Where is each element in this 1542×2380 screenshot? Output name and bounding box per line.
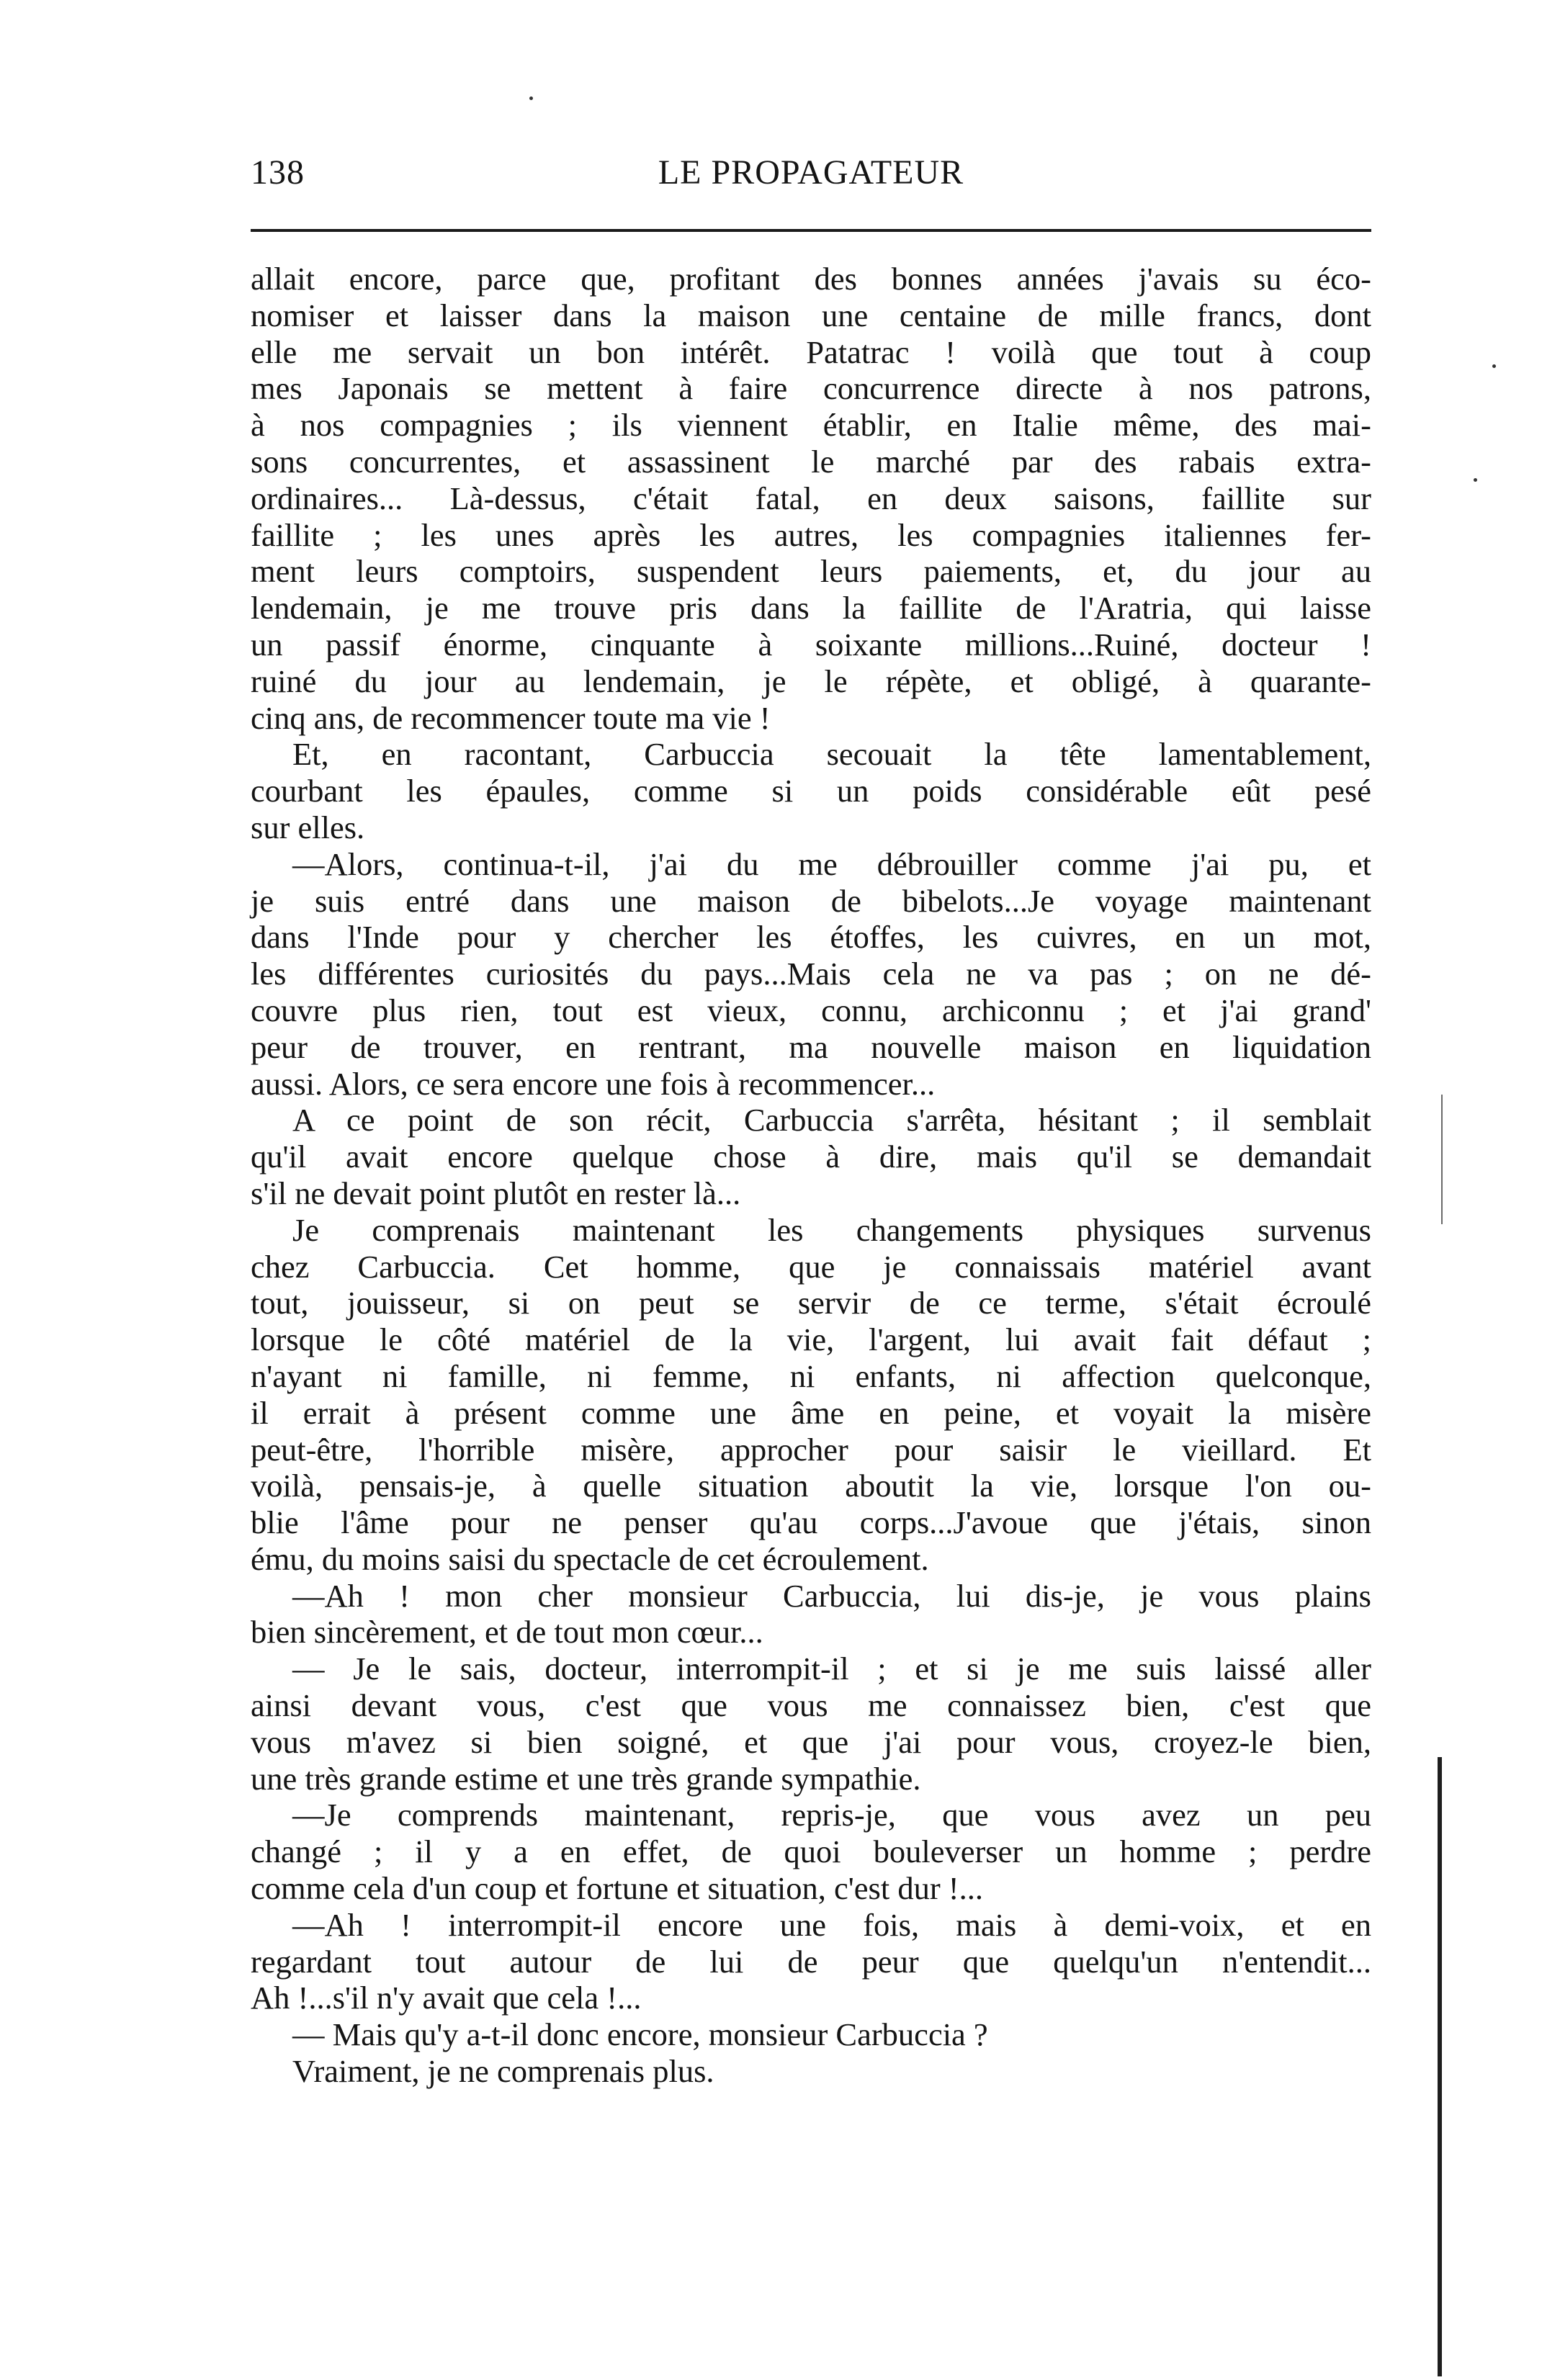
text-line: A ce point de son récit, Carbuccia s'arrêta, hésitant ; il semblait	[292, 1102, 1371, 1139]
text-line: Vraiment, je ne comprenais plus.	[292, 2053, 714, 2090]
text-line: ment leurs comptoirs, suspendent leurs paiements, et, du jour au	[251, 553, 1371, 590]
text-line: comme cela d'un coup et fortune et situation, c'est dur !...	[251, 1870, 983, 1907]
text-line: ruiné du jour au lendemain, je le répète, et obligé, à quarante-	[251, 663, 1371, 699]
margin-scan-edge	[1438, 1757, 1442, 2376]
margin-scan-mark	[1441, 1095, 1443, 1224]
text-line: courbant les épaules, comme si un poids considérable eût pesé	[251, 773, 1371, 809]
scan-speck	[1474, 478, 1477, 482]
text-line: s'il ne devait point plutôt en rester là...	[251, 1175, 741, 1211]
text-line: chez Carbuccia. Cet homme, que je connaissais matériel avant	[251, 1248, 1371, 1285]
text-line: lorsque le côté matériel de la vie, l'argent, lui avait fait défaut ;	[251, 1321, 1371, 1358]
text-line: Ah !...s'il n'y avait que cela !...	[251, 1980, 642, 2016]
text-line: lendemain, je me trouve pris dans la faillite de l'Aratria, qui laisse	[251, 590, 1371, 627]
text-line: Et, en racontant, Carbuccia secouait la tête lamentablement,	[292, 736, 1371, 773]
text-line: blie l'âme pour ne penser qu'au corps...J'avoue que j'étais, sinon	[251, 1504, 1371, 1541]
text-line: allait encore, parce que, profitant des bonnes années j'avais su éco-	[251, 261, 1371, 297]
body-text	[251, 261, 1371, 2090]
text-line: sur elles.	[251, 809, 365, 845]
text-line: bien sincèrement, et de tout mon cœur...	[251, 1614, 763, 1651]
text-line: peut-être, l'horrible misère, approcher pour saisir le vieillard. Et	[251, 1431, 1371, 1468]
text-line: dans l'Inde pour y chercher les étoffes, les cuivres, en un mot,	[251, 919, 1371, 956]
text-line: ému, du moins saisi du spectacle de cet écroulement.	[251, 1540, 929, 1577]
text-line: les différentes curiosités du pays...Mais cela ne va pas ; on ne dé-	[251, 956, 1371, 992]
text-line: je suis entré dans une maison de bibelots...Je voyage maintenant	[251, 882, 1371, 919]
scan-speck	[529, 96, 533, 100]
text-line: —Ah ! mon cher monsieur Carbuccia, lui dis-je, je vous plains	[292, 1577, 1371, 1614]
text-line: faillite ; les unes après les autres, les compagnies italiennes fer-	[251, 516, 1371, 553]
text-line: une très grande estime et une très grande sympathie.	[251, 1760, 921, 1797]
text-line: n'ayant ni famille, ni femme, ni enfants, ni affection quelconque,	[251, 1357, 1371, 1394]
text-line: — Mais qu'y a-t-il donc encore, monsieur Carbuccia ?	[292, 2016, 988, 2053]
text-line: changé ; il y a en effet, de quoi bouleverser un homme ; perdre	[251, 1833, 1371, 1870]
page-number: 138	[251, 153, 305, 192]
text-line: ordinaires... Là-dessus, c'était fatal, en deux saisons, faillite sur	[251, 480, 1371, 516]
text-line: regardant tout autour de lui de peur que quelqu'un n'entendit...	[251, 1943, 1371, 1980]
page-header	[251, 153, 1371, 196]
running-title: LE PROPAGATEUR	[658, 153, 964, 192]
text-line: un passif énorme, cinquante à soixante millions...Ruiné, docteur !	[251, 626, 1371, 663]
text-line: à nos compagnies ; ils viennent établir, en Italie même, des mai-	[251, 407, 1371, 444]
text-line: peur de trouver, en rentrant, ma nouvelle maison en liquidation	[251, 1028, 1371, 1065]
header-rule	[251, 229, 1371, 232]
text-line: —Je comprends maintenant, repris-je, que vous avez un peu	[292, 1797, 1371, 1833]
text-line: ainsi devant vous, c'est que vous me connaissez bien, c'est que	[251, 1687, 1371, 1724]
text-line: tout, jouisseur, si on peut se servir de ce terme, s'était écroulé	[251, 1285, 1371, 1321]
text-line: vous m'avez si bien soigné, et que j'ai pour vous, croyez-le bien,	[251, 1723, 1371, 1760]
text-line: couvre plus rien, tout est vieux, connu, archiconnu ; et j'ai grand'	[251, 992, 1371, 1028]
text-line: aussi. Alors, ce sera encore une fois à recommencer...	[251, 1065, 936, 1102]
text-line: nomiser et laisser dans la maison une centaine de mille francs, dont	[251, 297, 1371, 333]
text-line: voilà, pensais-je, à quelle situation aboutit la vie, lorsque l'on ou-	[251, 1468, 1371, 1504]
text-line: mes Japonais se mettent à faire concurrence directe à nos patrons,	[251, 370, 1371, 407]
text-line: il errait à présent comme une âme en peine, et voyait la misère	[251, 1394, 1371, 1431]
text-line: sons concurrentes, et assassinent le marché par des rabais extra-	[251, 443, 1371, 480]
scan-speck	[1492, 364, 1496, 368]
text-line: qu'il avait encore quelque chose à dire, mais qu'il se demandait	[251, 1139, 1371, 1175]
text-line: —Ah ! interrompit-il encore une fois, mais à demi-voix, et en	[292, 1906, 1371, 1943]
text-line: — Je le sais, docteur, interrompit-il ; et si je me suis laissé aller	[292, 1651, 1371, 1687]
text-line: —Alors, continua-t-il, j'ai du me débrouiller comme j'ai pu, et	[292, 845, 1371, 882]
text-line: elle me servait un bon intérêt. Patatrac ! voilà que tout à coup	[251, 333, 1371, 370]
text-line: Je comprenais maintenant les changements physiques survenus	[292, 1211, 1371, 1248]
text-line: cinq ans, de recommencer toute ma vie !	[251, 699, 771, 736]
